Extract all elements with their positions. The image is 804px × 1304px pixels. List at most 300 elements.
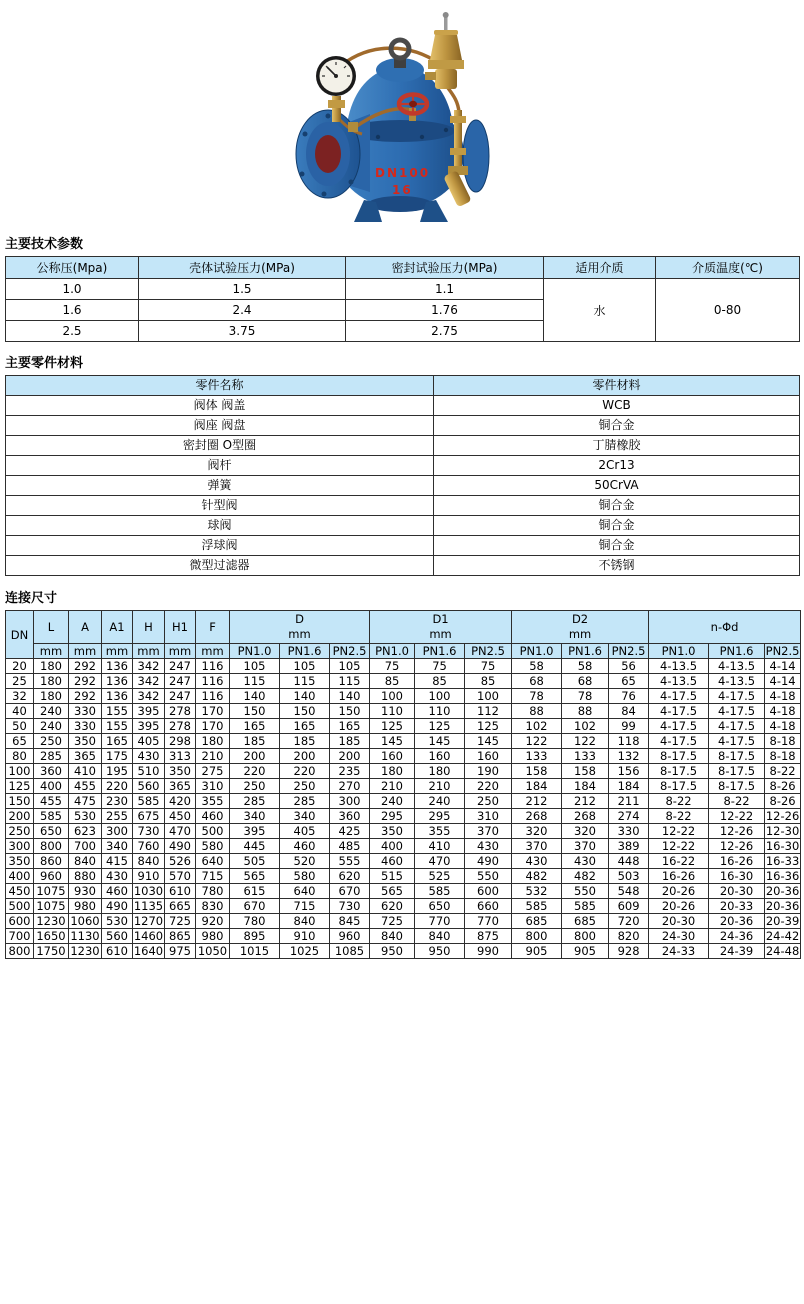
dims-value-cell: 116 xyxy=(196,689,230,704)
right-flange xyxy=(463,120,489,192)
dims-value-cell: 340 xyxy=(102,839,133,854)
dims-value-cell: 313 xyxy=(165,749,196,764)
dims-value-cell: 585 xyxy=(34,809,69,824)
tech-params-table xyxy=(5,256,800,342)
dims-value-cell: 200 xyxy=(280,749,330,764)
materials-header-cell: 零件材料 xyxy=(434,376,800,396)
dims-value-cell: 650 xyxy=(34,824,69,839)
dims-value-cell: 20-26 xyxy=(649,899,709,914)
dims-value-cell: 770 xyxy=(415,914,465,929)
dims-value-cell: 285 xyxy=(34,749,69,764)
dims-value-cell: 122 xyxy=(562,734,609,749)
dims-value-cell: 610 xyxy=(102,944,133,959)
part-name-cell: 弹簧 xyxy=(6,476,434,496)
dims-value-cell: 20-30 xyxy=(709,884,765,899)
dims-value-cell: 295 xyxy=(415,809,465,824)
dims-value-cell: 715 xyxy=(196,869,230,884)
dimensions-table xyxy=(5,610,801,959)
dims-value-cell: 730 xyxy=(133,824,165,839)
materials-data-row xyxy=(6,396,800,416)
dims-value-cell: 860 xyxy=(34,854,69,869)
dims-value-cell: 800 xyxy=(34,839,69,854)
materials-data-row xyxy=(6,556,800,576)
dims-value-cell: 268 xyxy=(562,809,609,824)
part-material-cell: 2Cr13 xyxy=(434,456,800,476)
dims-value-cell: 840 xyxy=(133,854,165,869)
dims-data-row xyxy=(6,809,801,824)
section-title-tech-params: 主要技术参数 xyxy=(5,237,84,252)
dims-value-cell: 122 xyxy=(512,734,562,749)
dims-value-cell: 24-42 xyxy=(765,929,800,943)
dims-value-cell: 247 xyxy=(165,689,196,704)
dims-value-cell: 88 xyxy=(562,704,609,719)
dims-value-cell: 24-33 xyxy=(649,944,709,959)
dims-value-cell: 350 xyxy=(165,764,196,779)
dims-value-cell: 235 xyxy=(330,764,370,779)
dims-value-cell: 140 xyxy=(280,689,330,704)
part-material-cell: 丁腈橡胶 xyxy=(434,436,800,456)
dims-value-cell: 905 xyxy=(512,944,562,959)
dims-value-cell: 185 xyxy=(330,734,370,749)
dims-value-cell: 585 xyxy=(562,899,609,914)
dims-value-cell: 370 xyxy=(512,839,562,854)
dims-value-cell: 455 xyxy=(34,794,69,809)
dims-value-cell: 420 xyxy=(165,794,196,809)
part-name-cell: 密封圈 O型圈 xyxy=(6,436,434,456)
dims-value-cell: 330 xyxy=(69,704,102,719)
dims-value-cell: 24-39 xyxy=(709,944,765,959)
dims-value-cell: 4-17.5 xyxy=(649,719,709,734)
dims-value-cell: 340 xyxy=(280,809,330,824)
dims-value-cell: 715 xyxy=(280,899,330,914)
dims-value-cell: 4-14 xyxy=(765,659,801,674)
dims-value-cell: 460 xyxy=(370,854,415,869)
dims-value-cell: 58 xyxy=(562,659,609,674)
dims-value-cell: 295 xyxy=(370,809,415,824)
dims-value-cell: 650 xyxy=(415,899,465,914)
dims-value-cell: 145 xyxy=(465,734,512,749)
dims-pn-cell: PN1.6 xyxy=(280,644,330,659)
tech-header-cell: 适用介质 xyxy=(544,257,656,279)
dims-value-cell: 1640 xyxy=(133,944,164,958)
dims-data-row xyxy=(6,659,801,674)
dims-value-cell: 88 xyxy=(512,704,562,719)
part-name-cell: 浮球阀 xyxy=(6,536,434,556)
dims-value-cell: 220 xyxy=(280,764,330,779)
dims-value-cell: 685 xyxy=(512,914,562,929)
dims-value-cell: 75 xyxy=(415,659,465,674)
dims-value-cell: 609 xyxy=(609,899,649,914)
dims-value-cell: 132 xyxy=(609,749,649,764)
tech-header-cell: 壳体试验压力(MPa) xyxy=(139,257,346,279)
dims-value-cell: 4-13.5 xyxy=(649,659,709,674)
dims-value-cell: 32 xyxy=(6,689,34,704)
part-material-cell: 50CrVA xyxy=(434,476,800,496)
dims-value-cell: 285 xyxy=(230,794,280,809)
dims-value-cell: 12-26 xyxy=(765,809,800,823)
dims-value-cell: 800 xyxy=(6,944,34,959)
dims-data-row xyxy=(6,794,801,809)
dims-header-group: n-Φd xyxy=(649,611,801,644)
dims-value-cell: 115 xyxy=(280,674,330,689)
dims-value-cell: 1050 xyxy=(196,944,230,959)
dims-value-cell: 450 xyxy=(165,809,196,824)
dims-value-cell: 475 xyxy=(69,794,102,809)
dims-value-cell: 330 xyxy=(609,824,649,839)
dims-value-cell: 170 xyxy=(196,704,230,719)
dims-value-cell: 270 xyxy=(330,779,370,794)
dims-value-cell: 1015 xyxy=(230,944,280,959)
dims-pn-cell: PN1.0 xyxy=(512,644,562,659)
dims-value-cell: 78 xyxy=(512,689,562,704)
dims-value-cell: 1130 xyxy=(70,929,100,943)
dims-value-cell: 555 xyxy=(330,854,370,869)
dims-value-cell: 950 xyxy=(370,944,415,959)
dims-value-cell: 840 xyxy=(280,914,330,929)
dims-value-cell: 8-18 xyxy=(765,734,801,749)
dims-value-cell: 565 xyxy=(230,869,280,884)
dims-value-cell: 145 xyxy=(415,734,465,749)
dims-value-cell: 16-26 xyxy=(649,869,709,884)
dims-value-cell: 350 xyxy=(69,734,102,749)
dims-value-cell: 240 xyxy=(415,794,465,809)
dims-value-cell: 175 xyxy=(102,749,133,764)
dims-value-cell: 665 xyxy=(165,899,196,914)
dims-value-cell: 16-30 xyxy=(765,839,800,853)
dims-data-row xyxy=(6,884,801,899)
dims-value-cell: 278 xyxy=(165,719,196,734)
dims-value-cell: 16-30 xyxy=(709,869,765,884)
dims-value-cell: 212 xyxy=(512,794,562,809)
dims-value-cell: 460 xyxy=(102,884,133,899)
dims-value-cell: 355 xyxy=(415,824,465,839)
dims-value-cell: 570 xyxy=(165,869,196,884)
dims-value-cell: 520 xyxy=(280,854,330,869)
dims-value-cell: 415 xyxy=(102,854,133,869)
dims-value-cell: 8-18 xyxy=(765,749,801,764)
dims-value-cell: 165 xyxy=(330,719,370,734)
dims-value-cell: 4-13.5 xyxy=(649,674,709,689)
dims-value-cell: 210 xyxy=(196,749,230,764)
dims-value-cell: 210 xyxy=(415,779,465,794)
dims-value-cell: 4-18 xyxy=(765,689,801,704)
dims-value-cell: 99 xyxy=(609,719,649,734)
dims-value-cell: 430 xyxy=(512,854,562,869)
dims-value-cell: 400 xyxy=(34,779,69,794)
dims-value-cell: 250 xyxy=(230,779,280,794)
dims-value-cell: 342 xyxy=(133,674,165,689)
dims-value-cell: 250 xyxy=(6,824,34,839)
dims-unit-cell: mm xyxy=(102,644,133,659)
dims-value-cell: 585 xyxy=(512,899,562,914)
tech-value-cell: 1.76 xyxy=(346,300,544,321)
dims-value-cell: 65 xyxy=(609,674,649,689)
tech-value-cell: 1.1 xyxy=(346,279,544,300)
dims-value-cell: 220 xyxy=(230,764,280,779)
dims-value-cell: 190 xyxy=(465,764,512,779)
dims-value-cell: 20 xyxy=(6,659,34,674)
dims-value-cell: 100 xyxy=(370,689,415,704)
dims-value-cell: 165 xyxy=(280,719,330,734)
dims-value-cell: 78 xyxy=(562,689,609,704)
dims-data-row xyxy=(6,824,801,839)
dims-value-cell: 980 xyxy=(69,899,102,914)
dims-value-cell: 532 xyxy=(512,884,562,899)
dims-value-cell: 268 xyxy=(512,809,562,824)
dims-value-cell: 505 xyxy=(230,854,280,869)
dims-value-cell: 20-30 xyxy=(649,914,709,929)
dims-data-row xyxy=(6,674,801,689)
dims-pn-cell: PN2.5 xyxy=(330,644,370,659)
dims-value-cell: 160 xyxy=(370,749,415,764)
dims-value-cell: 840 xyxy=(415,929,465,944)
dims-value-cell: 40 xyxy=(6,704,34,719)
dims-value-cell: 165 xyxy=(102,734,133,749)
dims-value-cell: 770 xyxy=(465,914,512,929)
dims-header-f: F xyxy=(196,611,230,644)
dims-value-cell: 800 xyxy=(562,929,609,944)
dims-data-row xyxy=(6,719,801,734)
dims-value-cell: 490 xyxy=(165,839,196,854)
tech-header-cell: 介质温度(℃) xyxy=(656,257,800,279)
dims-value-cell: 1060 xyxy=(70,914,100,928)
dims-value-cell: 12-22 xyxy=(709,809,765,824)
dims-value-cell: 58 xyxy=(512,659,562,674)
dims-value-cell: 160 xyxy=(415,749,465,764)
dims-value-cell: 300 xyxy=(330,794,370,809)
dims-value-cell: 960 xyxy=(330,929,370,944)
part-name-cell: 针型阀 xyxy=(6,496,434,516)
dims-value-cell: 20-33 xyxy=(709,899,765,914)
dims-value-cell: 780 xyxy=(196,884,230,899)
dims-value-cell: 400 xyxy=(370,839,415,854)
dims-value-cell: 910 xyxy=(280,929,330,944)
dims-value-cell: 1650 xyxy=(34,929,69,944)
dims-value-cell: 448 xyxy=(609,854,649,869)
dims-value-cell: 610 xyxy=(165,884,196,899)
dims-value-cell: 975 xyxy=(165,944,196,959)
dims-value-cell: 1270 xyxy=(133,914,164,928)
dims-value-cell: 212 xyxy=(562,794,609,809)
dims-value-cell: 65 xyxy=(6,734,34,749)
dims-value-cell: 830 xyxy=(196,899,230,914)
dims-header-row-2 xyxy=(6,644,801,659)
dims-value-cell: 360 xyxy=(34,764,69,779)
dims-value-cell: 565 xyxy=(370,884,415,899)
dims-value-cell: 8-22 xyxy=(709,794,765,809)
dims-value-cell: 180 xyxy=(34,689,69,704)
dims-header-row-1 xyxy=(6,611,801,644)
dims-value-cell: 220 xyxy=(465,779,512,794)
dims-value-cell: 320 xyxy=(512,824,562,839)
tech-value-cell: 1.0 xyxy=(6,279,139,300)
dims-value-cell: 240 xyxy=(34,704,69,719)
valve-marking-dn: DN100 xyxy=(375,166,431,180)
dims-value-cell: 365 xyxy=(165,779,196,794)
dims-value-cell: 310 xyxy=(196,779,230,794)
dims-value-cell: 395 xyxy=(230,824,280,839)
dims-value-cell: 102 xyxy=(512,719,562,734)
dims-value-cell: 482 xyxy=(512,869,562,884)
dims-value-cell: 4-13.5 xyxy=(709,674,765,689)
dims-value-cell: 700 xyxy=(69,839,102,854)
dims-value-cell: 12-22 xyxy=(649,824,709,839)
dims-value-cell: 165 xyxy=(230,719,280,734)
materials-table xyxy=(5,375,800,576)
dims-value-cell: 445 xyxy=(230,839,280,854)
dims-value-cell: 100 xyxy=(415,689,465,704)
dims-value-cell: 100 xyxy=(465,689,512,704)
dims-data-row xyxy=(6,914,801,929)
dims-value-cell: 725 xyxy=(370,914,415,929)
dims-value-cell: 158 xyxy=(562,764,609,779)
dims-value-cell: 980 xyxy=(196,929,230,944)
dims-value-cell: 585 xyxy=(133,794,165,809)
dims-value-cell: 20-36 xyxy=(765,884,800,898)
dims-value-cell: 136 xyxy=(102,689,133,704)
dims-value-cell: 560 xyxy=(133,779,165,794)
dims-value-cell: 405 xyxy=(133,734,165,749)
dims-value-cell: 410 xyxy=(415,839,465,854)
dims-value-cell: 220 xyxy=(102,779,133,794)
dims-value-cell: 580 xyxy=(196,839,230,854)
dims-value-cell: 80 xyxy=(6,749,34,764)
dims-value-cell: 76 xyxy=(609,689,649,704)
dims-value-cell: 8-17.5 xyxy=(649,764,709,779)
pilot-valve xyxy=(425,12,464,89)
dims-value-cell: 920 xyxy=(196,914,230,929)
dims-value-cell: 342 xyxy=(133,689,165,704)
dims-data-row xyxy=(6,854,801,869)
dims-value-cell: 145 xyxy=(370,734,415,749)
dims-value-cell: 150 xyxy=(6,794,34,809)
dims-value-cell: 500 xyxy=(196,824,230,839)
part-name-cell: 阀杆 xyxy=(6,456,434,476)
dims-pn-cell: PN2.5 xyxy=(765,644,800,658)
dims-value-cell: 895 xyxy=(230,929,280,944)
dims-value-cell: 180 xyxy=(370,764,415,779)
dims-data-row xyxy=(6,929,801,944)
dims-value-cell: 200 xyxy=(230,749,280,764)
dims-value-cell: 910 xyxy=(133,869,165,884)
dims-value-cell: 285 xyxy=(280,794,330,809)
dims-value-cell: 300 xyxy=(102,824,133,839)
dims-value-cell: 155 xyxy=(102,719,133,734)
tech-header-cell: 公称压(Mpa) xyxy=(6,257,139,279)
dims-value-cell: 184 xyxy=(512,779,562,794)
dims-value-cell: 490 xyxy=(465,854,512,869)
dims-value-cell: 500 xyxy=(6,899,34,914)
dims-value-cell: 160 xyxy=(465,749,512,764)
part-material-cell: WCB xyxy=(434,396,800,416)
dims-value-cell: 116 xyxy=(196,674,230,689)
dims-value-cell: 865 xyxy=(165,929,196,944)
dims-value-cell: 350 xyxy=(6,854,34,869)
dims-value-cell: 125 xyxy=(6,779,34,794)
dims-value-cell: 150 xyxy=(280,704,330,719)
dims-data-row xyxy=(6,704,801,719)
dims-header-group: D mm xyxy=(230,611,370,644)
dims-value-cell: 140 xyxy=(330,689,370,704)
dims-value-cell: 24-48 xyxy=(765,944,800,958)
dims-unit-cell: mm xyxy=(133,644,165,659)
materials-data-row xyxy=(6,456,800,476)
dims-header-group: D1 mm xyxy=(370,611,512,644)
dims-value-cell: 503 xyxy=(609,869,649,884)
dims-value-cell: 550 xyxy=(465,869,512,884)
dims-value-cell: 1075 xyxy=(34,884,69,899)
dims-value-cell: 395 xyxy=(133,719,165,734)
dims-value-cell: 20-26 xyxy=(649,884,709,899)
dims-value-cell: 580 xyxy=(280,869,330,884)
dims-unit-cell: mm xyxy=(34,644,69,659)
dims-value-cell: 425 xyxy=(330,824,370,839)
dims-value-cell: 840 xyxy=(370,929,415,944)
dims-value-cell: 730 xyxy=(330,899,370,914)
dims-value-cell: 102 xyxy=(562,719,609,734)
dims-value-cell: 158 xyxy=(512,764,562,779)
dims-value-cell: 292 xyxy=(69,674,102,689)
tech-data-row xyxy=(6,279,800,300)
dims-value-cell: 84 xyxy=(609,704,649,719)
dims-value-cell: 640 xyxy=(196,854,230,869)
brass-elbow xyxy=(348,122,358,132)
dims-value-cell: 150 xyxy=(230,704,280,719)
dims-value-cell: 880 xyxy=(69,869,102,884)
dims-value-cell: 125 xyxy=(370,719,415,734)
part-name-cell: 阀体 阀盖 xyxy=(6,396,434,416)
dims-unit-cell: mm xyxy=(196,644,230,659)
dims-value-cell: 105 xyxy=(330,659,370,674)
dims-value-cell: 8-17.5 xyxy=(709,749,765,764)
dims-unit-cell: mm xyxy=(165,644,196,659)
dims-value-cell: 623 xyxy=(69,824,102,839)
dims-value-cell: 85 xyxy=(465,674,512,689)
dims-value-cell: 950 xyxy=(415,944,465,959)
dims-value-cell: 548 xyxy=(609,884,649,899)
dims-value-cell: 8-22 xyxy=(649,794,709,809)
dims-value-cell: 515 xyxy=(370,869,415,884)
dims-value-cell: 1230 xyxy=(70,944,100,958)
dims-value-cell: 930 xyxy=(69,884,102,899)
dims-value-cell: 720 xyxy=(609,914,649,929)
materials-header-row xyxy=(6,376,800,396)
dims-value-cell: 110 xyxy=(415,704,465,719)
dims-value-cell: 274 xyxy=(609,809,649,824)
dims-data-row xyxy=(6,734,801,749)
dims-data-row xyxy=(6,689,801,704)
part-material-cell: 铜合金 xyxy=(434,496,800,516)
dims-value-cell: 430 xyxy=(562,854,609,869)
dims-value-cell: 156 xyxy=(609,764,649,779)
dims-header-h1: H1 xyxy=(165,611,196,644)
dims-pn-cell: PN1.6 xyxy=(709,644,765,659)
dims-value-cell: 640 xyxy=(280,884,330,899)
part-material-cell: 不锈钢 xyxy=(434,556,800,576)
dims-value-cell: 460 xyxy=(196,809,230,824)
dims-value-cell: 105 xyxy=(280,659,330,674)
dims-value-cell: 16-36 xyxy=(765,869,800,883)
dims-value-cell: 85 xyxy=(370,674,415,689)
dims-value-cell: 105 xyxy=(230,659,280,674)
dims-value-cell: 600 xyxy=(465,884,512,899)
dims-value-cell: 8-17.5 xyxy=(709,764,765,779)
dims-data-row xyxy=(6,869,801,884)
dims-value-cell: 365 xyxy=(69,749,102,764)
dims-value-cell: 12-26 xyxy=(709,839,765,854)
dims-value-cell: 210 xyxy=(370,779,415,794)
dims-value-cell: 184 xyxy=(562,779,609,794)
